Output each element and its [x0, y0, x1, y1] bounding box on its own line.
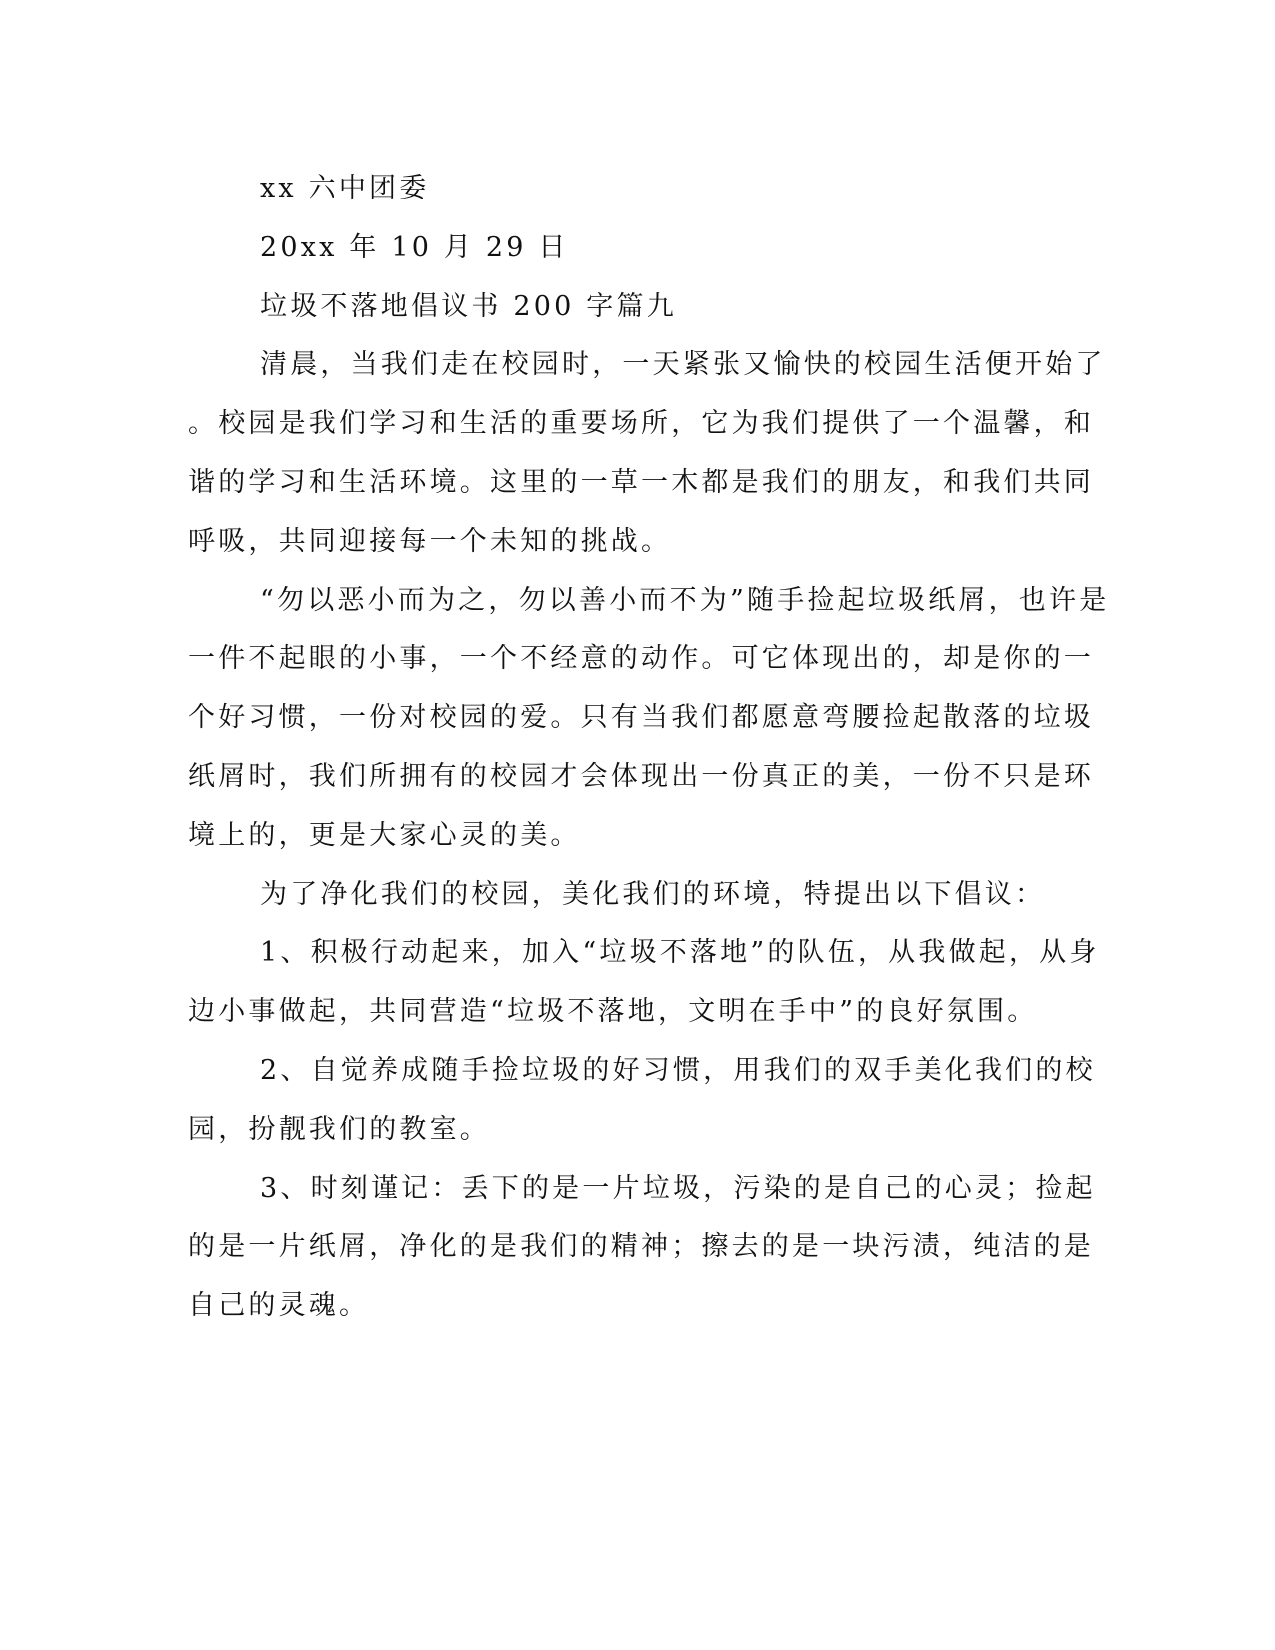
section-title: 垃圾不落地倡议书 200 字篇九 — [260, 290, 677, 322]
paragraph-2-line-4: 纸屑时，我们所拥有的校园才会体现出一份真正的美，一份不只是环 — [188, 760, 1094, 792]
proposal-item-2-line-1: 2、自觉养成随手捡垃圾的好习惯，用我们的双手美化我们的校 — [260, 1054, 1096, 1086]
paragraph-1-line-2: 。校园是我们学习和生活的重要场所，它为我们提供了一个温馨，和 — [188, 408, 1094, 440]
proposal-item-2-line-2: 园，扮靓我们的教室。 — [188, 1113, 490, 1145]
signature-organization: xx 六中团委 — [260, 173, 430, 204]
proposal-intro: 为了净化我们的校园，美化我们的环境，特提出以下倡议： — [260, 878, 1046, 910]
document-body — [188, 160, 1110, 1336]
signature-date: 20xx 年 10 月 29 日 — [260, 231, 569, 263]
proposal-item-1-line-2: 边小事做起，共同营造“垃圾不落地，文明在手中”的良好氛围。 — [188, 996, 1038, 1028]
paragraph-2-line-1: “勿以恶小而为之，勿以善小而不为”随手捡起垃圾纸屑，也许是 — [260, 584, 1110, 616]
paragraph-2-line-5: 境上的，更是大家心灵的美。 — [188, 819, 581, 851]
paragraph-1-line-4: 呼吸，共同迎接每一个未知的挑战。 — [188, 525, 672, 557]
paragraph-2-line-2: 一件不起眼的小事，一个不经意的动作。可它体现出的，却是你的一 — [188, 643, 1094, 675]
paragraph-1-line-3: 谐的学习和生活环境。这里的一草一木都是我们的朋友，和我们共同 — [188, 466, 1094, 498]
proposal-item-3-line-3: 自己的灵魂。 — [188, 1290, 370, 1322]
proposal-item-1-line-1: 1、积极行动起来，加入“垃圾不落地”的队伍，从我做起，从身 — [260, 937, 1100, 969]
paragraph-1-line-1: 清晨，当我们走在校园时，一天紧张又愉快的校园生活便开始了 — [260, 349, 1106, 381]
proposal-item-3-line-2: 的是一片纸屑，净化的是我们的精神；擦去的是一块污渍，纯洁的是 — [188, 1231, 1094, 1263]
paragraph-2-line-3: 个好习惯，一份对校园的爱。只有当我们都愿意弯腰捡起散落的垃圾 — [188, 702, 1094, 734]
proposal-item-3-line-1: 3、时刻谨记：丢下的是一片垃圾，污染的是自己的心灵；捡起 — [260, 1172, 1096, 1204]
